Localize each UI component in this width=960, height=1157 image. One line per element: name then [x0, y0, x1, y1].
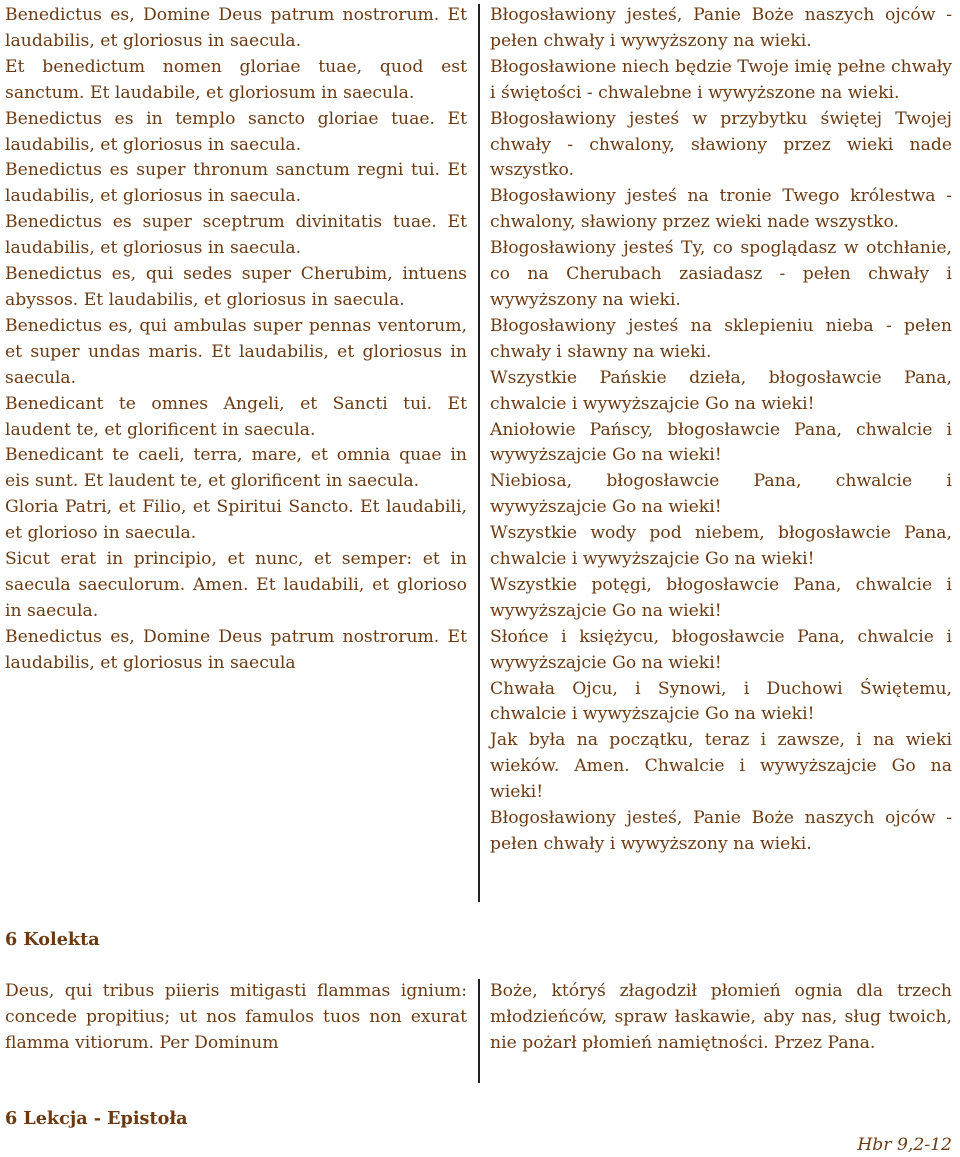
- section-heading-collect: 6 Kolekta: [5, 929, 100, 950]
- hymn-latin-verse: Benedictus es in templo sancto gloriae tuae. Et laudabilis, et gloriosus in saecula.: [5, 108, 467, 155]
- hymn-latin-verse: Gloria Patri, et Filio, et Spiritui Sancto. Et laudabili, et glorioso in saecula.: [5, 497, 467, 544]
- collect-latin-column: [5, 979, 467, 1057]
- hymn-latin-verse: Benedictus es, Domine Deus patrum nostrorum. Et laudabilis, et gloriosus in saecula: [5, 626, 467, 673]
- hymn-polish-verse: Wszystkie potęgi, błogosławcie Pana, chwalcie i wywyższajcie Go na wieki!: [490, 574, 952, 621]
- column-divider: [478, 4, 480, 902]
- hymn-polish-verse: Błogosławiony jesteś, Panie Boże naszych ojców - pełen chwały i wywyższony na wieki.: [490, 808, 952, 854]
- hymn-polish-verse: Słońce i księżycu, błogosławcie Pana, chwalcie i wywyższajcie Go na wieki!: [490, 626, 952, 673]
- hymn-polish-verse: Jak była na początku, teraz i zawsze, i na wieki wieków. Amen. Chwalcie i wywyższajcie Go na wieki!: [490, 730, 952, 803]
- hymn-polish-verse: Wszystkie Pańskie dzieła, błogosławcie Pana, chwalcie i wywyższajcie Go na wieki!: [490, 367, 952, 414]
- hymn-polish-verse: Błogosławiony jesteś w przybytku świętej Twojej chwały - chwalony, sławiony przez wieki nade wszystko.: [490, 108, 952, 181]
- hymn-latin-verse: Et benedictum nomen gloriae tuae, quod est sanctum. Et laudabile, et gloriosum in saecula.: [5, 56, 467, 103]
- scripture-reference: Hbr 9,2-12: [857, 1135, 952, 1155]
- hymn-polish-verse: Aniołowie Pańscy, błogosławcie Pana, chwalcie i wywyższajcie Go na wieki!: [490, 419, 952, 466]
- hymn-polish-verse: Wszystkie wody pod niebem, błogosławcie Pana, chwalcie i wywyższajcie Go na wieki!: [490, 523, 952, 570]
- hymn-polish-verse: Błogosławiony jesteś na sklepieniu nieba - pełen chwały i sławny na wieki.: [490, 315, 952, 362]
- hymn-polish-verse: Błogosławiony jesteś na tronie Twego królestwa - chwalony, sławiony przez wieki nade wszystko.: [490, 186, 952, 233]
- hymn-polish-column: [490, 3, 952, 858]
- hymn-polish-verse: Niebiosa, błogosławcie Pana, chwalcie i wywyższajcie Go na wieki!: [490, 471, 952, 518]
- hymn-latin-verse: Benedicant te caeli, terra, mare, et omnia quae in eis sunt. Et laudent te, et glorificent in saecula.: [5, 445, 467, 492]
- hymn-latin-verse: Benedicant te omnes Angeli, et Sancti tui. Et laudent te, et glorificent in saecula.: [5, 393, 467, 440]
- hymn-latin-column: [5, 3, 467, 677]
- collect-latin-text: Deus, qui tribus piieris mitigasti flammas ignium: concede propitius; ut nos famulos tuos non exurat flamma vitiorum. Per Dominum: [5, 981, 467, 1053]
- hymn-polish-verse: Chwała Ojcu, i Synowi, i Duchowi Świętemu, chwalcie i wywyższajcie Go na wieki!: [490, 678, 952, 725]
- hymn-polish-verse: Błogosławione niech będzie Twoje imię pełne chwały i świętości - chwalebne i wywyższone na wieki.: [490, 56, 952, 103]
- section-heading-epistle: 6 Lekcja - Epistoła: [5, 1108, 188, 1129]
- hymn-latin-verse: Benedictus es, qui sedes super Cherubim, intuens abyssos. Et laudabilis, et gloriosus in saecula.: [5, 264, 467, 310]
- column-divider: [478, 979, 480, 1083]
- collect-polish-text: Boże, któryś złagodził płomień ognia dla trzech młodzieńców, spraw łaskawie, aby nas, sług twoich, nie pożarł płomień namiętności. Przez Pana.: [490, 981, 952, 1053]
- hymn-latin-verse: Benedictus es, qui ambulas super pennas ventorum, et super undas maris. Et laudabilis, et gloriosus in saecula.: [5, 315, 467, 388]
- hymn-latin-verse: Benedictus es, Domine Deus patrum nostrorum. Et laudabilis, et gloriosus in saecula.: [5, 5, 467, 51]
- collect-polish-column: [490, 979, 952, 1057]
- hymn-polish-verse: Błogosławiony jesteś Ty, co spoglądasz w otchłanie, co na Cherubach zasiadasz - pełen chwały i wywyższony na wieki.: [490, 238, 952, 310]
- hymn-latin-verse: Benedictus es super sceptrum divinitatis tuae. Et laudabilis, et gloriosus in saecula.: [5, 212, 467, 259]
- hymn-latin-verse: Benedictus es super thronum sanctum regni tui. Et laudabilis, et gloriosus in saecula.: [5, 160, 467, 207]
- hymn-polish-verse: Błogosławiony jesteś, Panie Boże naszych ojców - pełen chwały i wywyższony na wieki.: [490, 5, 952, 51]
- hymn-latin-verse: Sicut erat in principio, et nunc, et semper: et in saecula saeculorum. Amen. Et laudabili, et glorioso in saecula.: [5, 549, 467, 621]
